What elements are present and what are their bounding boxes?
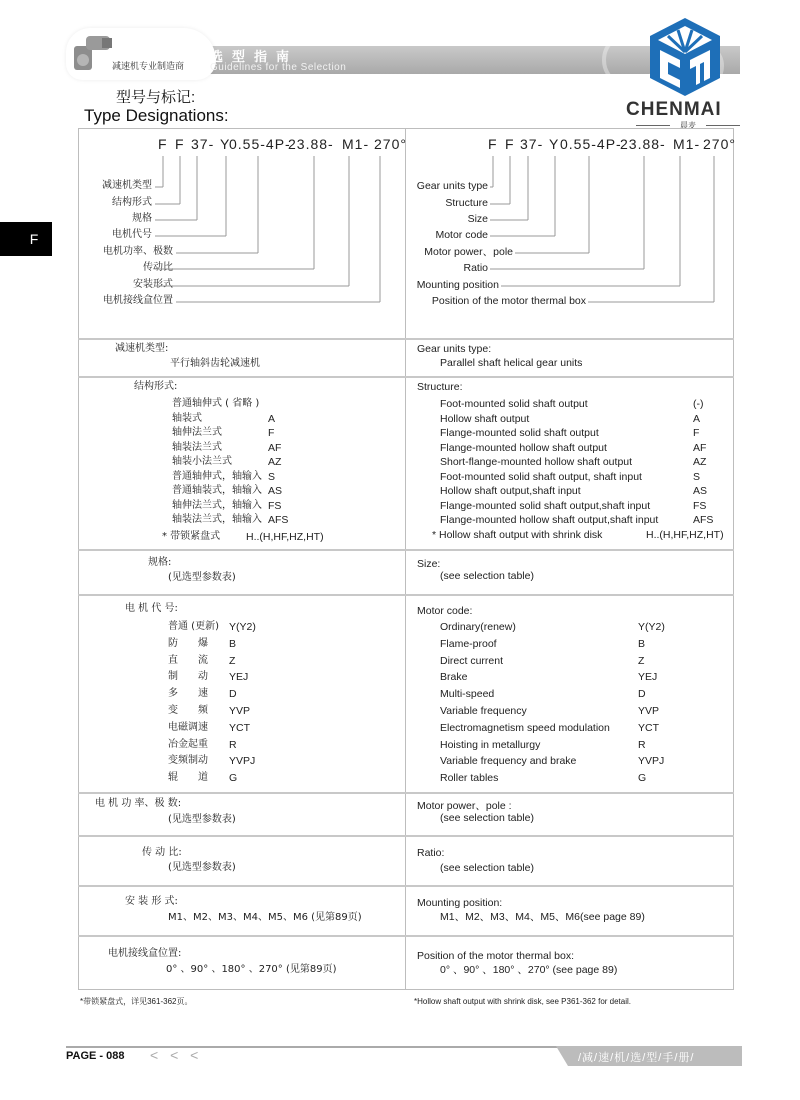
designation-label-en: Structure: [445, 197, 488, 209]
structure-code-cn: S: [268, 470, 276, 483]
designation-part: Y: [220, 136, 231, 152]
structure-item-cn: 普通轴伸式 ( 省略 ): [172, 398, 260, 409]
page-number: PAGE - 088: [66, 1050, 125, 1062]
page-title-en: Type Designations:: [84, 106, 229, 125]
row-divider: [78, 792, 734, 794]
designation-label-cn: 规格: [132, 213, 152, 224]
maker-tagline: 减速机专业制造商: [112, 61, 185, 71]
structure-item-en: Flange-mounted solid shaft output,shaft input: [440, 499, 651, 512]
motor-code-item-en: Variable frequency and brake: [440, 755, 577, 768]
structure-code-en: AF: [693, 441, 707, 454]
motor-code-value-en: YEJ: [638, 671, 658, 684]
back-arrows-icon[interactable]: < < <: [150, 1047, 203, 1063]
structure-code-en: A: [693, 412, 701, 425]
structure-item-cn: 轴装法兰式，轴输入: [172, 514, 262, 525]
motor-code-value-cn: D: [229, 688, 237, 701]
designation-label-cn: 传动比: [143, 262, 173, 273]
motor-code-value-cn: YVP: [229, 705, 251, 717]
motor-code-value-en: YCT: [638, 721, 659, 734]
size-title-en: Size:: [417, 558, 441, 570]
structure-item-en: Hollow shaft output,shaft input: [440, 485, 581, 497]
motor-code-item-en: Multi-speed: [440, 688, 495, 701]
gear-type-title-cn: 减速机类型:: [115, 343, 169, 354]
designation-part: 270°: [374, 136, 407, 152]
motor-code-value-en: YVPJ: [638, 755, 665, 768]
structure-special-cn: * 带锁紧盘式: [162, 531, 221, 542]
row-divider: [78, 549, 734, 551]
structure-item-en: Flange-mounted solid shaft output: [440, 427, 599, 439]
structure-item-cn: 普通轴伸式，轴输入: [172, 470, 262, 482]
structure-item-en: Foot-mounted solid shaft output: [440, 398, 588, 410]
motor-code-item-en: Brake: [440, 671, 468, 684]
motor-code-value-cn: G: [229, 772, 238, 785]
column-divider: [405, 128, 406, 990]
structure-code-en: FS: [693, 499, 707, 512]
designation-part: F: [175, 136, 185, 152]
motor-code-item-en: Hoisting in metallurgy: [440, 738, 541, 751]
footnote-cn: *带锁紧盘式，详见361-362页。: [80, 997, 193, 1006]
motor-code-item-cn: 直 流: [168, 654, 208, 666]
footnote-en: *Hollow shaft output with shrink disk, see P361-362 for detail.: [414, 997, 632, 1006]
designation-part: M1-: [342, 136, 370, 152]
structure-code-en: AFS: [693, 514, 714, 526]
motor-code-title-en: Motor code:: [417, 605, 473, 617]
structure-title-en: Structure:: [417, 381, 463, 393]
row-divider: [78, 885, 734, 887]
designation-part: F: [158, 136, 168, 152]
motor-code-value-cn: YEJ: [229, 671, 249, 684]
structure-special-en: * Hollow shaft output with shrink disk: [432, 529, 603, 541]
motor-code-value-cn: B: [229, 637, 237, 650]
designation-part: 23.88-: [288, 136, 334, 152]
structure-code-cn: F: [268, 427, 275, 439]
motor-code-item-en: Ordinary(renew): [440, 621, 516, 633]
motor-code-item-en: Direct current: [440, 654, 504, 667]
chapter-tab[interactable]: [0, 222, 52, 256]
motor-code-item-en: Flame-proof: [440, 637, 497, 650]
structure-item-cn: 轴装小法兰式: [172, 456, 232, 467]
designation-label-cn: 电机接线盒位置: [103, 295, 173, 306]
structure-code-cn: AFS: [268, 514, 289, 526]
gear-type-title-en: Gear units type:: [417, 343, 492, 355]
brand-name: CHENMAI: [626, 99, 722, 120]
structure-code-en: F: [693, 427, 700, 439]
section-title-cn: 选型指南: [210, 50, 299, 65]
motor-code-value-en: YVP: [638, 705, 660, 717]
motor-code-item-cn: 冶金起重: [168, 738, 208, 750]
chenmai-logo-icon: [648, 16, 722, 98]
motor-code-value-cn: YCT: [229, 721, 250, 734]
motor-code-item-cn: 多 速: [168, 688, 208, 700]
ratio-value-en: (see selection table): [440, 862, 534, 874]
designation-part: 23.88-: [620, 136, 666, 152]
designation-part: 37-: [191, 136, 215, 152]
structure-item-cn: 轴装式: [172, 412, 202, 424]
designation-label-cn: 结构形式: [112, 197, 152, 208]
gear-type-value-en: Parallel shaft helical gear units: [440, 357, 583, 369]
designation-label-cn: 安装形式: [133, 279, 173, 290]
structure-special-code-cn: H..(H,HF,HZ,HT): [246, 531, 324, 543]
designation-label-en: Size: [467, 213, 488, 225]
ratio-title-en: Ratio:: [417, 847, 445, 859]
motor-code-title-cn: 电 机 代 号:: [125, 603, 178, 614]
structure-code-cn: AS: [268, 485, 283, 497]
motor-code-item-cn: 防 爆: [168, 637, 208, 649]
motor-code-item-cn: 变频制动: [168, 755, 208, 767]
designation-label-cn: 电机代号: [112, 229, 152, 240]
motor-code-value-cn: Z: [229, 654, 236, 667]
motor-code-value-en: G: [638, 772, 647, 785]
designation-part: Y: [549, 136, 560, 152]
motor-code-item-cn: 制 动: [168, 671, 208, 683]
motor-code-item-cn: 普通 (更新): [168, 621, 219, 632]
page-title-cn: 型号与标记:: [116, 89, 196, 106]
thermal-box-value-cn: 0° 、90° 、180° 、270° (见第89页): [166, 964, 337, 975]
mounting-title-en: Mounting position:: [417, 897, 503, 909]
chapter-tab-label: F: [29, 231, 39, 247]
structure-code-cn: AF: [268, 441, 282, 454]
designation-label-cn: 减速机类型: [102, 180, 152, 191]
motor-power-value-en: (see selection table): [440, 812, 534, 824]
motor-code-value-cn: Y(Y2): [229, 621, 256, 633]
structure-code-cn: A: [268, 412, 276, 425]
row-divider: [78, 935, 734, 937]
designation-part: M1-: [673, 136, 701, 152]
designation-table: [78, 128, 734, 990]
motor-code-item-cn: 电磁调速: [168, 721, 208, 733]
size-value-en: (see selection table): [440, 570, 534, 582]
structure-item-en: Flange-mounted hollow shaft output: [440, 441, 607, 454]
size-title-cn: 规格:: [148, 557, 172, 568]
thermal-box-value-en: 0° 、90° 、180° 、270° (see page 89): [440, 964, 618, 976]
motor-code-item-cn: 变 频: [168, 705, 208, 716]
structure-code-en: S: [693, 470, 701, 483]
motor-code-value-cn: R: [229, 738, 237, 751]
section-title-en: Guidelines for the Selection: [210, 62, 347, 73]
brand-name-cn: 晨麦: [636, 120, 740, 131]
structure-item-cn: 普通轴装式，轴输入: [172, 485, 262, 496]
motor-code-value-en: Z: [638, 654, 645, 667]
motor-code-value-en: R: [638, 738, 646, 751]
motor-power-title-cn: 电 机 功 率、极 数:: [95, 798, 182, 809]
structure-code-cn: AZ: [268, 456, 282, 468]
mounting-value-cn: M1、M2、M3、M4、M5、M6 (见第89页): [168, 912, 362, 923]
designation-label-en: Gear units type: [416, 180, 488, 192]
designation-label-en: Position of the motor thermal box: [431, 295, 586, 307]
mounting-value-en: M1、M2、M3、M4、M5、M6(see page 89): [440, 911, 645, 923]
structure-item-en: Foot-mounted solid shaft output, shaft input: [440, 470, 642, 483]
row-divider: [78, 338, 734, 340]
motor-code-item-en: Variable frequency: [440, 705, 527, 717]
structure-code-cn: FS: [268, 499, 282, 512]
structure-item-en: Hollow shaft output: [440, 412, 530, 425]
designation-label-en: Mounting position: [416, 279, 499, 291]
structure-item-en: Short-flange-mounted hollow shaft output: [440, 456, 633, 468]
row-divider: [78, 594, 734, 596]
designation-label-en: Motor code: [435, 229, 488, 241]
ratio-title-cn: 传 动 比:: [142, 847, 182, 858]
row-divider: [78, 376, 734, 378]
structure-code-en: AZ: [693, 456, 707, 468]
structure-item-en: Flange-mounted hollow shaft output,shaft input: [440, 514, 659, 526]
motor-code-value-en: D: [638, 688, 646, 701]
motor-power-title-en: Motor power、pole :: [417, 800, 512, 812]
motor-code-value-cn: YVPJ: [229, 755, 256, 768]
motor-code-item-en: Electromagnetism speed modulation: [440, 721, 610, 734]
row-divider: [78, 835, 734, 837]
gear-motor-icon: [72, 30, 116, 74]
motor-code-item-en: Roller tables: [440, 772, 499, 785]
designation-part: F: [488, 136, 498, 152]
designation-part: 270°: [703, 136, 736, 152]
structure-special-code-en: H..(H,HF,HZ,HT): [646, 529, 724, 541]
motor-code-item-cn: 辊 道: [168, 772, 208, 784]
designation-part: F: [505, 136, 515, 152]
designation-label-en: Ratio: [463, 262, 488, 274]
motor-power-value-cn: (见选型参数表): [168, 814, 236, 825]
gear-type-value-cn: 平行轴斜齿轮减速机: [170, 358, 260, 369]
designation-part: 37-: [520, 136, 544, 152]
size-value-cn: (见选型参数表): [168, 572, 236, 583]
designation-label-en: Motor power、pole: [424, 246, 513, 258]
structure-item-cn: 轴伸法兰式，轴输入: [172, 499, 262, 511]
structure-item-cn: 轴装法兰式: [172, 441, 222, 453]
motor-code-value-en: Y(Y2): [638, 621, 665, 633]
structure-code-en: (-): [693, 398, 704, 410]
designation-part: 0.55-4P-: [229, 136, 291, 152]
structure-code-en: AS: [693, 485, 708, 497]
designation-part: 0.55-4P-: [560, 136, 622, 152]
thermal-box-title-cn: 电机接线盒位置:: [108, 948, 182, 959]
designation-label-cn: 电机功率、极数: [103, 246, 173, 257]
book-title: /减/速/机/选/型/手/册/: [578, 1052, 695, 1064]
structure-item-cn: 轴伸法兰式: [172, 427, 222, 438]
ratio-value-cn: (见选型参数表): [168, 862, 236, 873]
thermal-box-title-en: Position of the motor thermal box:: [417, 950, 574, 962]
mounting-title-cn: 安 装 形 式:: [125, 896, 178, 907]
structure-title-cn: 结构形式:: [134, 381, 178, 392]
motor-code-value-en: B: [638, 637, 646, 650]
